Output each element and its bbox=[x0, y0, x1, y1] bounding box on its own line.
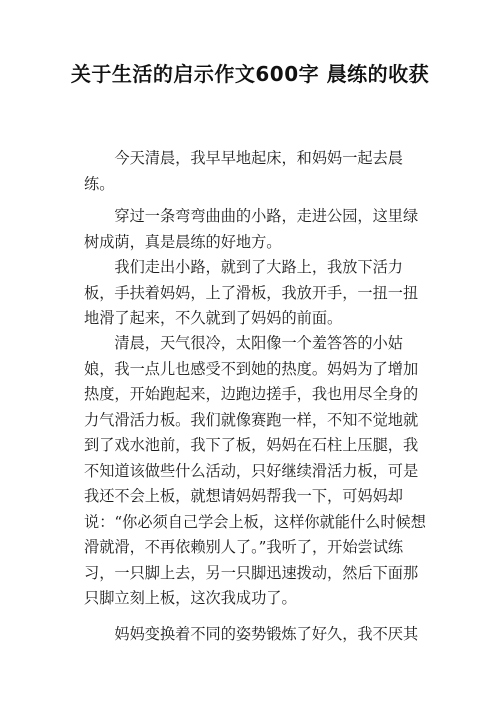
document-title: 关于生活的启示作文600字 晨练的收获 bbox=[70, 62, 430, 86]
paragraph-2: 穿过一条弯弯曲曲的小路，走进公园，这里绿树成荫，真是晨练的好地方。 bbox=[84, 207, 419, 251]
paragraph-3: 我们走出小路，就到了大路上，我放下活力板，手扶着妈妈，上了滑板，我放开手，一扭一扭地滑了起来，不久就到了妈妈的前面。 bbox=[84, 258, 419, 327]
paragraph-5: 妈妈变换着不同的姿势锻炼了好久，我不厌其 bbox=[114, 625, 419, 643]
paragraph-1: 今天清晨，我早早地起床，和妈妈一起去晨练。 bbox=[84, 149, 403, 193]
paragraph-4: 清晨，天气很冷，太阳像一个羞答答的小姑娘，我一点儿也感受不到她的热度。妈妈为了增加热度，开始跑起来，边跑边搓手，我也用尽全身的力气滑活力板。我们就像赛跑一样，不知不觉地就到了戏水池前，我下了板，妈妈在石柱上压腿，我不知道该做些什么活动，只好继续滑活力板，可是我还不会上板，就想请妈妈帮我一下，可妈妈却说：“你必须自己学会上板，这样你就能什么时候想滑就滑，不再依赖别人了。”我听了，开始尝试练习，一只脚上去，另一只脚迅速拨动，然后下面那只脚立刻上板，这次我成功了。 bbox=[84, 334, 426, 607]
